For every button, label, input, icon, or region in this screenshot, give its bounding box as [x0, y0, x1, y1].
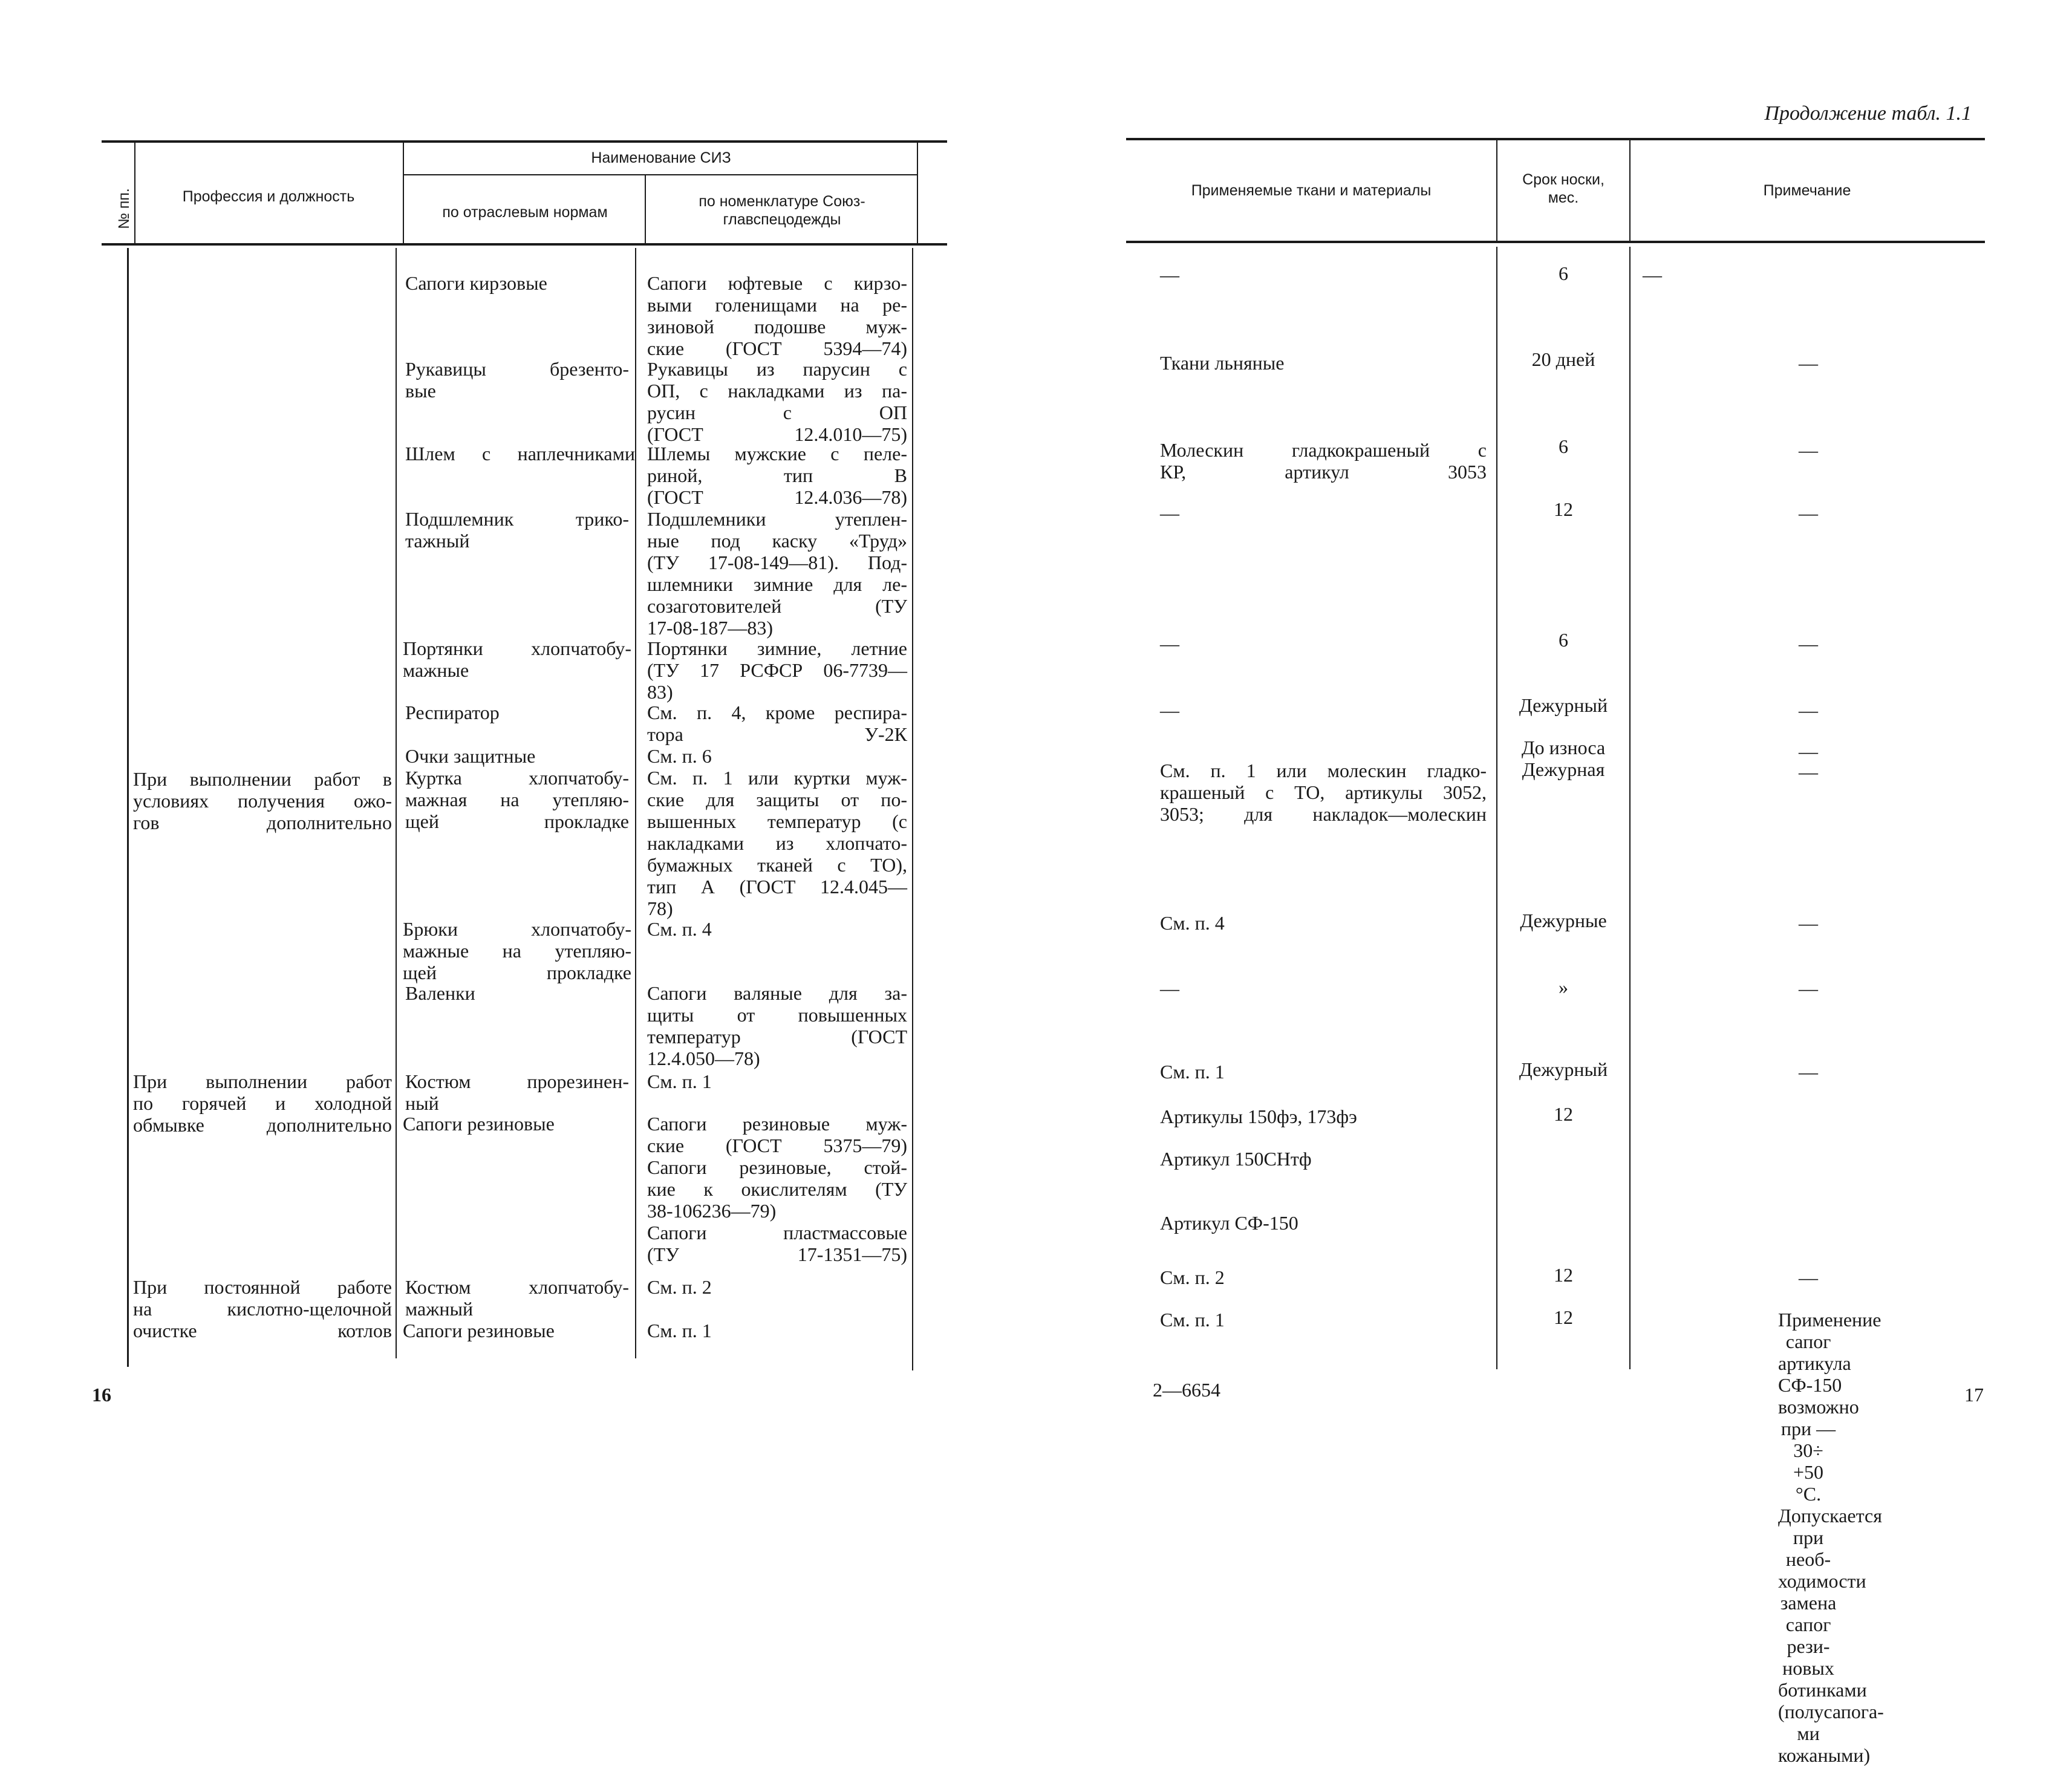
material-cell: Артикулы 150фэ, 173фэ — [1160, 1106, 1357, 1127]
note-cell: — — [1799, 1061, 1818, 1083]
note-cell: — — [1799, 977, 1818, 999]
norms-cell: Брюки хлопчатобу- мажные на утепляю- щей прокладке — [403, 918, 631, 983]
rule — [1629, 247, 1631, 1369]
norms-cell: Куртка хлопчатобу- мажная на утепляю- щей прокладке — [405, 767, 629, 832]
norms-cell: Рукавицы брезенто- вые — [405, 358, 629, 402]
header-note: Примечание — [1763, 182, 1851, 199]
rule — [645, 175, 646, 246]
nomenclature-cell: См. п. 1 — [647, 1070, 712, 1092]
nomenclature-cell: См. п. 1 — [647, 1320, 712, 1341]
profession-cell: При постоянной работе на кислотно-щелочной очистке котлов — [133, 1276, 392, 1341]
page-number: 17 — [1964, 1384, 1984, 1406]
note-cell: — — [1799, 439, 1818, 461]
material-cell: Артикул СФ-150 — [1160, 1212, 1298, 1234]
nomenclature-cell: Сапоги юфтевые с кирзо- выми голенищами на ре- зиновой подошве муж- ские (ГОСТ 5394—74) — [647, 272, 907, 359]
note-cell: — — [1799, 633, 1818, 654]
period-cell: 12 — [1554, 1306, 1573, 1328]
header-num: № пп. — [116, 188, 132, 229]
nomenclature-cell: См. п. 4 — [647, 918, 712, 940]
norms-cell: Респиратор — [405, 702, 500, 723]
rule — [102, 243, 947, 246]
norms-cell: Очки защитные — [405, 745, 536, 767]
header-by-norms: по отраслевым нормам — [442, 204, 608, 221]
period-cell: 12 — [1554, 1103, 1573, 1125]
period-cell: Дежурные — [1520, 910, 1607, 931]
header-by-nomenclature: по номенклатуре Союз- главспецодежды — [699, 193, 865, 228]
rule — [1629, 140, 1631, 242]
rule — [912, 248, 913, 1370]
norms-cell: Сапоги резиновые — [403, 1113, 555, 1135]
period-cell: Дежурный — [1519, 1058, 1608, 1080]
period-cell: 6 — [1559, 262, 1568, 284]
note-cell: — — [1643, 264, 1662, 285]
norms-cell: Сапоги кирзовые — [405, 272, 547, 294]
period-cell: 6 — [1559, 629, 1568, 651]
material-cell: — — [1160, 264, 1179, 285]
signature-mark: 2—6654 — [1153, 1379, 1220, 1401]
nomenclature-cell: Подшлемники утеплен- ные под каску «Труд» (ТУ 17-08-149—81). Под- шлемники зимние для ле- созаготовителей (ТУ 17-08-187—83) — [647, 508, 907, 639]
norms-cell: Костюм прорезинен- ный — [405, 1070, 629, 1114]
period-cell: » — [1559, 976, 1568, 998]
rule — [127, 248, 129, 1367]
note-cell: — — [1799, 699, 1818, 721]
period-cell: 6 — [1559, 435, 1568, 457]
nomenclature-cell: См. п. 2 — [647, 1276, 712, 1298]
header-materials: Применяемые ткани и материалы — [1191, 182, 1432, 199]
header-wear-period: Срок носки, мес. — [1522, 171, 1604, 206]
nomenclature-cell: См. п. 1 или куртки муж- ские для защиты от по- вышенных температур (с накладками из хлопчато- бумажных тканей с ТО), тип А (ГОСТ 12.4.045— 78) — [647, 767, 907, 919]
material-cell: — — [1160, 699, 1179, 721]
note-cell: — — [1799, 352, 1818, 374]
material-cell: Молескин гладкокрашеный с КР, артикул 3053 — [1160, 439, 1487, 483]
page-number: 16 — [92, 1384, 111, 1406]
rule — [635, 248, 636, 1358]
norms-cell: Сапоги резиновые — [403, 1320, 555, 1341]
material-cell: См. п. 2 — [1160, 1266, 1225, 1288]
material-cell: — — [1160, 633, 1179, 654]
material-cell: См. п. 1 — [1160, 1309, 1225, 1331]
profession-cell: При выполнении работ по горячей и холодной обмывке дополнительно — [133, 1070, 392, 1136]
rule — [404, 174, 917, 175]
material-cell: См. п. 1 или молескин гладко- крашеный с ТО, артикулы 3052, 3053; для накладок—молескин — [1160, 760, 1487, 825]
rule — [403, 143, 404, 246]
header-siz-group: Наименование СИЗ — [591, 149, 731, 166]
note-cell: — — [1799, 912, 1818, 934]
rule — [396, 248, 397, 1358]
nomenclature-cell: Сапоги валяные для за- щиты от повышенных температур (ГОСТ 12.4.050—78) — [647, 982, 907, 1069]
period-cell: 12 — [1554, 1264, 1573, 1286]
rule — [1126, 138, 1985, 140]
rule — [1496, 140, 1497, 242]
note-cell: — — [1799, 740, 1818, 762]
rule — [134, 143, 135, 246]
rule — [1126, 241, 1985, 243]
note-cell: — — [1799, 1266, 1818, 1288]
rule — [917, 143, 918, 246]
material-cell: См. п. 1 — [1160, 1061, 1225, 1083]
norms-cell: Шлем с наплечниками — [405, 443, 635, 464]
note-cell: Применение сапог артикула СФ-150 возможно при —30÷ +50 °С. Допускается при необ- ходимости замена сапог рези- новых ботинками (полусапога- ми кожаными) — [1778, 1309, 1884, 1766]
period-cell: Дежурный — [1519, 694, 1608, 716]
period-cell: 20 дней — [1531, 348, 1595, 370]
continuation-caption: Продолжение табл. 1.1 — [1764, 102, 1972, 125]
header-profession: Профессия и должность — [182, 188, 355, 205]
norms-cell: Подшлемник трико- тажный — [405, 508, 629, 552]
period-cell: До износа Дежурная — [1521, 737, 1606, 780]
material-cell: См. п. 4 — [1160, 912, 1225, 934]
nomenclature-cell: Портянки зимние, летние (ТУ 17 РСФСР 06-7739— 83) — [647, 637, 907, 703]
nomenclature-cell: См. п. 4, кроме респира- тора У-2К — [647, 702, 907, 745]
rule — [1496, 247, 1497, 1369]
rule — [102, 140, 947, 143]
material-cell: Ткани льняные — [1160, 352, 1285, 374]
note-cell: — — [1799, 761, 1818, 783]
material-cell: Артикул 150СНтф — [1160, 1148, 1312, 1170]
nomenclature-cell: Шлемы мужские с пеле- риной, тип В (ГОСТ 12.4.036—78) — [647, 443, 907, 508]
norms-cell: Валенки — [405, 982, 475, 1004]
material-cell: — — [1160, 977, 1179, 999]
nomenclature-cell: См. п. 6 — [647, 745, 712, 767]
material-cell: — — [1160, 502, 1179, 524]
nomenclature-cell: Рукавицы из парусин с ОП, с накладками из па- русин с ОП (ГОСТ 12.4.010—75) — [647, 358, 907, 445]
norms-cell: Костюм хлопчатобу- мажный — [405, 1276, 629, 1320]
nomenclature-cell: Сапоги резиновые муж- ские (ГОСТ 5375—79) Сапоги резиновые, стой- кие к окислителям (ТУ 38-106236—79) Сапоги пластмассовые (ТУ 17-1351—75) — [647, 1113, 907, 1265]
note-cell: — — [1799, 502, 1818, 524]
period-cell: 12 — [1554, 498, 1573, 520]
profession-cell: При выполнении работ в условиях получения ожо- гов дополнительно — [133, 768, 392, 833]
norms-cell: Портянки хлопчатобу- мажные — [403, 637, 631, 681]
